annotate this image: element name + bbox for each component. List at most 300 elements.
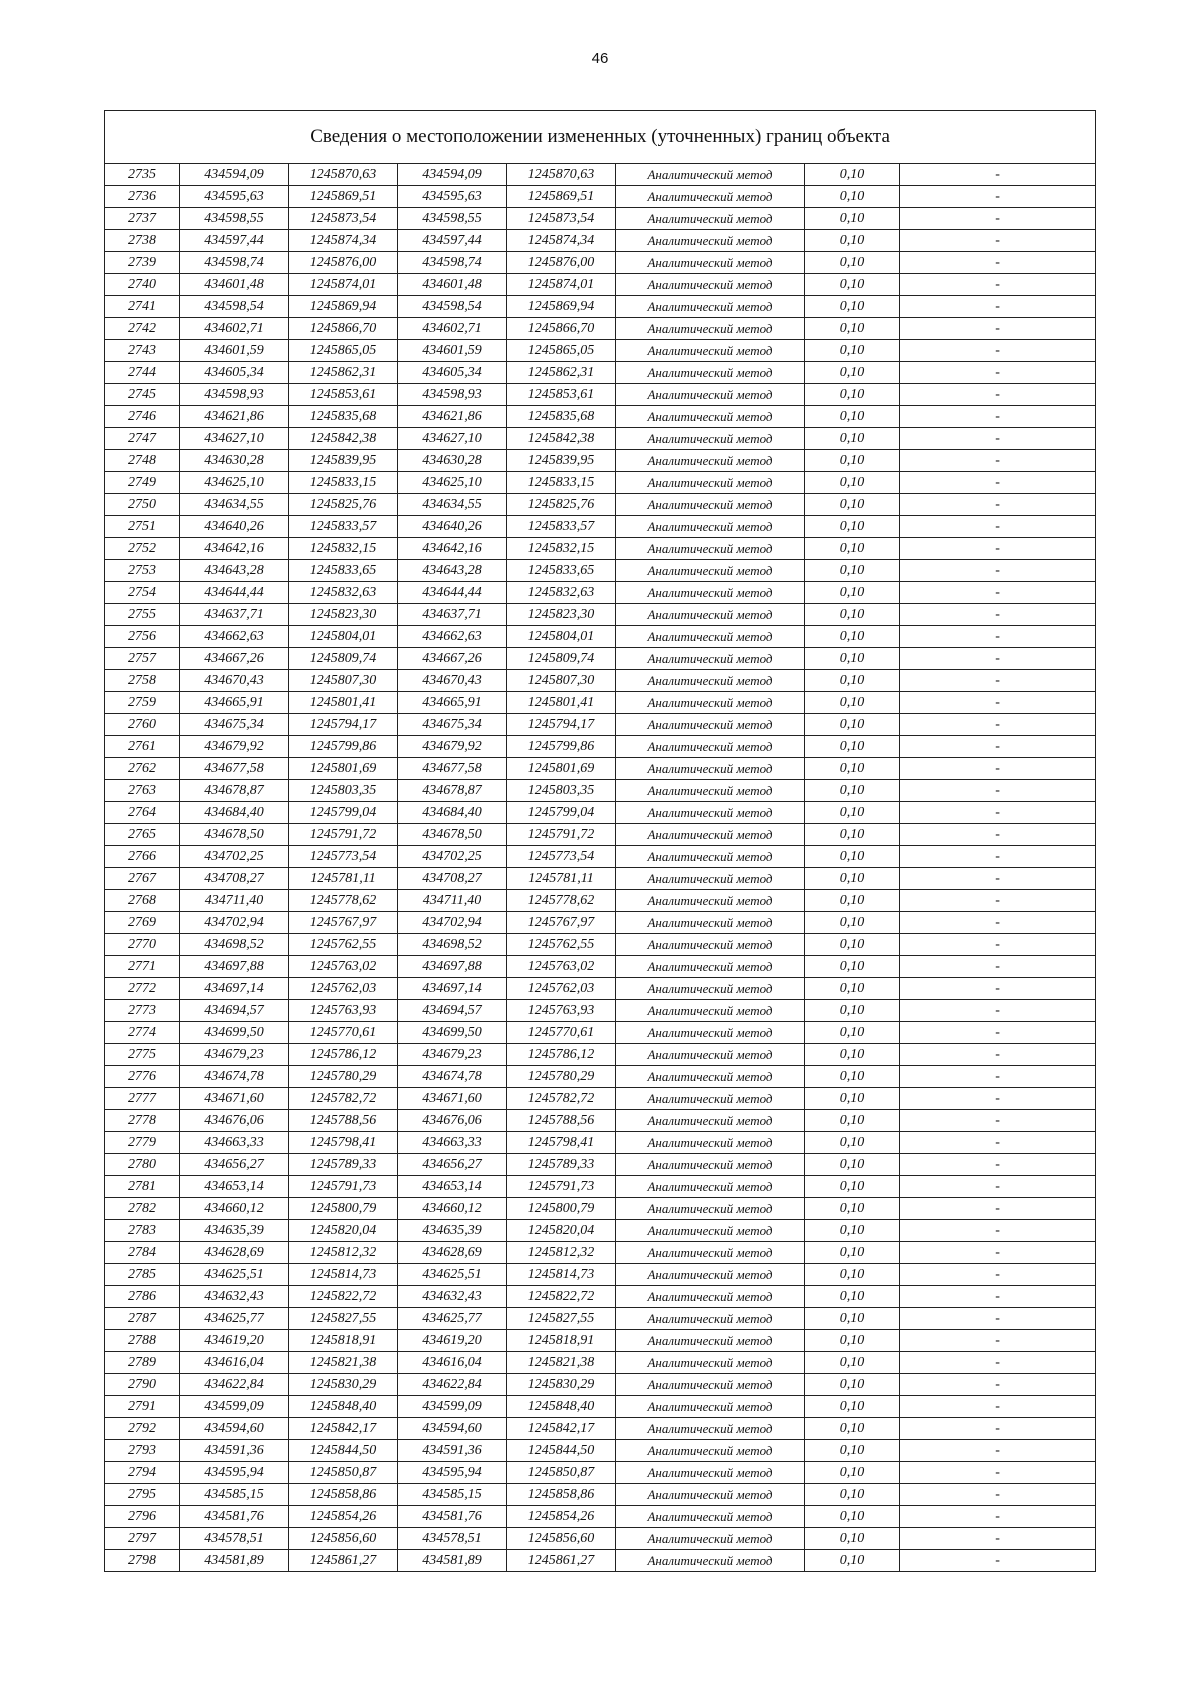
table-row: [105, 1044, 1096, 1066]
y-new-cell: 1245807,30: [507, 670, 616, 692]
point-number-cell: 2759: [105, 692, 180, 714]
y-new-cell: 1245770,61: [507, 1022, 616, 1044]
precision-cell: 0,10: [805, 1286, 900, 1308]
y-new-cell: 1245873,54: [507, 208, 616, 230]
x-existing-cell: 434674,78: [180, 1066, 289, 1088]
precision-cell: 0,10: [805, 1396, 900, 1418]
method-cell: Аналитический метод: [616, 406, 805, 428]
x-new-cell: 434597,44: [398, 230, 507, 252]
point-number-cell: 2754: [105, 582, 180, 604]
table-row: [105, 1176, 1096, 1198]
precision-cell: 0,10: [805, 824, 900, 846]
x-new-cell: 434598,55: [398, 208, 507, 230]
description-cell: -: [900, 296, 1096, 318]
table-row: [105, 1374, 1096, 1396]
precision-cell: 0,10: [805, 582, 900, 604]
point-number-cell: 2764: [105, 802, 180, 824]
description-cell: -: [900, 340, 1096, 362]
x-new-cell: 434595,63: [398, 186, 507, 208]
table-row: [105, 956, 1096, 978]
point-number-cell: 2787: [105, 1308, 180, 1330]
x-existing-cell: 434711,40: [180, 890, 289, 912]
point-number-cell: 2761: [105, 736, 180, 758]
precision-cell: 0,10: [805, 692, 900, 714]
method-cell: Аналитический метод: [616, 1550, 805, 1572]
table-row: [105, 846, 1096, 868]
precision-cell: 0,10: [805, 164, 900, 186]
precision-cell: 0,10: [805, 450, 900, 472]
y-existing-cell: 1245794,17: [289, 714, 398, 736]
x-new-cell: 434625,77: [398, 1308, 507, 1330]
y-existing-cell: 1245782,72: [289, 1088, 398, 1110]
table-row: [105, 1506, 1096, 1528]
x-new-cell: 434616,04: [398, 1352, 507, 1374]
description-cell: -: [900, 472, 1096, 494]
y-existing-cell: 1245807,30: [289, 670, 398, 692]
description-cell: -: [900, 802, 1096, 824]
x-new-cell: 434711,40: [398, 890, 507, 912]
x-existing-cell: 434694,57: [180, 1000, 289, 1022]
precision-cell: 0,10: [805, 934, 900, 956]
y-existing-cell: 1245869,51: [289, 186, 398, 208]
x-new-cell: 434656,27: [398, 1154, 507, 1176]
description-cell: -: [900, 1198, 1096, 1220]
y-new-cell: 1245844,50: [507, 1440, 616, 1462]
y-new-cell: 1245833,65: [507, 560, 616, 582]
method-cell: Аналитический метод: [616, 1396, 805, 1418]
description-cell: -: [900, 494, 1096, 516]
description-cell: -: [900, 384, 1096, 406]
point-number-cell: 2750: [105, 494, 180, 516]
y-new-cell: 1245832,63: [507, 582, 616, 604]
y-new-cell: 1245839,95: [507, 450, 616, 472]
x-existing-cell: 434632,43: [180, 1286, 289, 1308]
x-existing-cell: 434630,28: [180, 450, 289, 472]
y-new-cell: 1245830,29: [507, 1374, 616, 1396]
y-new-cell: 1245874,01: [507, 274, 616, 296]
method-cell: Аналитический метод: [616, 516, 805, 538]
description-cell: -: [900, 1396, 1096, 1418]
point-number-cell: 2746: [105, 406, 180, 428]
y-existing-cell: 1245763,02: [289, 956, 398, 978]
description-cell: -: [900, 582, 1096, 604]
description-cell: -: [900, 1242, 1096, 1264]
point-number-cell: 2774: [105, 1022, 180, 1044]
x-new-cell: 434660,12: [398, 1198, 507, 1220]
point-number-cell: 2792: [105, 1418, 180, 1440]
x-existing-cell: 434581,76: [180, 1506, 289, 1528]
table-row: [105, 1242, 1096, 1264]
description-cell: -: [900, 252, 1096, 274]
x-existing-cell: 434671,60: [180, 1088, 289, 1110]
y-existing-cell: 1245832,63: [289, 582, 398, 604]
description-cell: -: [900, 230, 1096, 252]
description-cell: -: [900, 208, 1096, 230]
method-cell: Аналитический метод: [616, 1220, 805, 1242]
table-row: [105, 1440, 1096, 1462]
point-number-cell: 2757: [105, 648, 180, 670]
method-cell: Аналитический метод: [616, 1528, 805, 1550]
x-existing-cell: 434642,16: [180, 538, 289, 560]
method-cell: Аналитический метод: [616, 978, 805, 1000]
method-cell: Аналитический метод: [616, 890, 805, 912]
precision-cell: 0,10: [805, 1198, 900, 1220]
description-cell: -: [900, 692, 1096, 714]
precision-cell: 0,10: [805, 516, 900, 538]
x-existing-cell: 434602,71: [180, 318, 289, 340]
table-row: [105, 1330, 1096, 1352]
point-number-cell: 2785: [105, 1264, 180, 1286]
table-row: [105, 1308, 1096, 1330]
y-new-cell: 1245850,87: [507, 1462, 616, 1484]
method-cell: Аналитический метод: [616, 1330, 805, 1352]
x-new-cell: 434697,88: [398, 956, 507, 978]
table-row: [105, 384, 1096, 406]
point-number-cell: 2765: [105, 824, 180, 846]
method-cell: Аналитический метод: [616, 1088, 805, 1110]
y-new-cell: 1245865,05: [507, 340, 616, 362]
table-row: [105, 1396, 1096, 1418]
method-cell: Аналитический метод: [616, 648, 805, 670]
x-new-cell: 434605,34: [398, 362, 507, 384]
x-new-cell: 434595,94: [398, 1462, 507, 1484]
method-cell: Аналитический метод: [616, 780, 805, 802]
y-new-cell: 1245801,41: [507, 692, 616, 714]
point-number-cell: 2738: [105, 230, 180, 252]
y-new-cell: 1245799,04: [507, 802, 616, 824]
y-existing-cell: 1245791,72: [289, 824, 398, 846]
method-cell: Аналитический метод: [616, 274, 805, 296]
method-cell: Аналитический метод: [616, 670, 805, 692]
y-new-cell: 1245833,15: [507, 472, 616, 494]
point-number-cell: 2770: [105, 934, 180, 956]
y-existing-cell: 1245873,54: [289, 208, 398, 230]
precision-cell: 0,10: [805, 1022, 900, 1044]
point-number-cell: 2791: [105, 1396, 180, 1418]
precision-cell: 0,10: [805, 1176, 900, 1198]
method-cell: Аналитический метод: [616, 912, 805, 934]
y-existing-cell: 1245874,34: [289, 230, 398, 252]
table-row: [105, 912, 1096, 934]
method-cell: Аналитический метод: [616, 1000, 805, 1022]
x-new-cell: 434637,71: [398, 604, 507, 626]
y-new-cell: 1245786,12: [507, 1044, 616, 1066]
description-cell: -: [900, 626, 1096, 648]
precision-cell: 0,10: [805, 560, 900, 582]
point-number-cell: 2758: [105, 670, 180, 692]
precision-cell: 0,10: [805, 362, 900, 384]
method-cell: Аналитический метод: [616, 318, 805, 340]
point-number-cell: 2736: [105, 186, 180, 208]
x-existing-cell: 434581,89: [180, 1550, 289, 1572]
point-number-cell: 2795: [105, 1484, 180, 1506]
y-existing-cell: 1245827,55: [289, 1308, 398, 1330]
method-cell: Аналитический метод: [616, 472, 805, 494]
description-cell: -: [900, 538, 1096, 560]
description-cell: -: [900, 912, 1096, 934]
x-new-cell: 434602,71: [398, 318, 507, 340]
y-new-cell: 1245870,63: [507, 164, 616, 186]
point-number-cell: 2772: [105, 978, 180, 1000]
x-existing-cell: 434697,88: [180, 956, 289, 978]
y-existing-cell: 1245874,01: [289, 274, 398, 296]
y-existing-cell: 1245780,29: [289, 1066, 398, 1088]
description-cell: -: [900, 956, 1096, 978]
table-row: [105, 802, 1096, 824]
x-new-cell: 434627,10: [398, 428, 507, 450]
y-new-cell: 1245821,38: [507, 1352, 616, 1374]
table-row: [105, 1154, 1096, 1176]
x-new-cell: 434684,40: [398, 802, 507, 824]
x-existing-cell: 434598,93: [180, 384, 289, 406]
x-new-cell: 434678,87: [398, 780, 507, 802]
method-cell: Аналитический метод: [616, 384, 805, 406]
precision-cell: 0,10: [805, 1242, 900, 1264]
x-new-cell: 434642,16: [398, 538, 507, 560]
y-existing-cell: 1245865,05: [289, 340, 398, 362]
method-cell: Аналитический метод: [616, 1132, 805, 1154]
method-cell: Аналитический метод: [616, 846, 805, 868]
precision-cell: 0,10: [805, 296, 900, 318]
x-new-cell: 434694,57: [398, 1000, 507, 1022]
point-number-cell: 2741: [105, 296, 180, 318]
y-new-cell: 1245762,03: [507, 978, 616, 1000]
x-existing-cell: 434644,44: [180, 582, 289, 604]
method-cell: Аналитический метод: [616, 1484, 805, 1506]
method-cell: Аналитический метод: [616, 1242, 805, 1264]
description-cell: -: [900, 406, 1096, 428]
x-existing-cell: 434653,14: [180, 1176, 289, 1198]
y-existing-cell: 1245786,12: [289, 1044, 398, 1066]
boundary-table: [104, 110, 1096, 1572]
y-new-cell: 1245780,29: [507, 1066, 616, 1088]
point-number-cell: 2796: [105, 1506, 180, 1528]
precision-cell: 0,10: [805, 318, 900, 340]
table-row: [105, 648, 1096, 670]
table-row: [105, 670, 1096, 692]
y-existing-cell: 1245822,72: [289, 1286, 398, 1308]
precision-cell: 0,10: [805, 626, 900, 648]
precision-cell: 0,10: [805, 1264, 900, 1286]
y-new-cell: 1245856,60: [507, 1528, 616, 1550]
x-existing-cell: 434662,63: [180, 626, 289, 648]
precision-cell: 0,10: [805, 1484, 900, 1506]
x-new-cell: 434697,14: [398, 978, 507, 1000]
table-row: [105, 758, 1096, 780]
x-new-cell: 434662,63: [398, 626, 507, 648]
precision-cell: 0,10: [805, 384, 900, 406]
y-existing-cell: 1245820,04: [289, 1220, 398, 1242]
precision-cell: 0,10: [805, 736, 900, 758]
x-new-cell: 434598,54: [398, 296, 507, 318]
y-new-cell: 1245842,38: [507, 428, 616, 450]
y-existing-cell: 1245844,50: [289, 1440, 398, 1462]
x-existing-cell: 434585,15: [180, 1484, 289, 1506]
y-new-cell: 1245818,91: [507, 1330, 616, 1352]
precision-cell: 0,10: [805, 1330, 900, 1352]
point-number-cell: 2797: [105, 1528, 180, 1550]
method-cell: Аналитический метод: [616, 1154, 805, 1176]
x-existing-cell: 434621,86: [180, 406, 289, 428]
x-new-cell: 434581,76: [398, 1506, 507, 1528]
point-number-cell: 2793: [105, 1440, 180, 1462]
x-new-cell: 434675,34: [398, 714, 507, 736]
y-new-cell: 1245833,57: [507, 516, 616, 538]
precision-cell: 0,10: [805, 868, 900, 890]
description-cell: -: [900, 1462, 1096, 1484]
x-existing-cell: 434601,48: [180, 274, 289, 296]
precision-cell: 0,10: [805, 780, 900, 802]
y-existing-cell: 1245773,54: [289, 846, 398, 868]
description-cell: -: [900, 604, 1096, 626]
y-new-cell: 1245788,56: [507, 1110, 616, 1132]
x-existing-cell: 434665,91: [180, 692, 289, 714]
y-new-cell: 1245778,62: [507, 890, 616, 912]
method-cell: Аналитический метод: [616, 1198, 805, 1220]
y-existing-cell: 1245862,31: [289, 362, 398, 384]
table-row: [105, 1220, 1096, 1242]
description-cell: -: [900, 1154, 1096, 1176]
point-number-cell: 2767: [105, 868, 180, 890]
method-cell: Аналитический метод: [616, 560, 805, 582]
precision-cell: 0,10: [805, 890, 900, 912]
method-cell: Аналитический метод: [616, 736, 805, 758]
y-existing-cell: 1245767,97: [289, 912, 398, 934]
y-new-cell: 1245814,73: [507, 1264, 616, 1286]
point-number-cell: 2779: [105, 1132, 180, 1154]
x-existing-cell: 434634,55: [180, 494, 289, 516]
method-cell: Аналитический метод: [616, 296, 805, 318]
description-cell: -: [900, 186, 1096, 208]
y-existing-cell: 1245789,33: [289, 1154, 398, 1176]
y-existing-cell: 1245770,61: [289, 1022, 398, 1044]
x-new-cell: 434670,43: [398, 670, 507, 692]
table-row: [105, 1110, 1096, 1132]
method-cell: Аналитический метод: [616, 1352, 805, 1374]
description-cell: -: [900, 1308, 1096, 1330]
precision-cell: 0,10: [805, 230, 900, 252]
point-number-cell: 2747: [105, 428, 180, 450]
description-cell: -: [900, 362, 1096, 384]
point-number-cell: 2789: [105, 1352, 180, 1374]
point-number-cell: 2766: [105, 846, 180, 868]
table-row: [105, 780, 1096, 802]
description-cell: -: [900, 758, 1096, 780]
y-existing-cell: 1245809,74: [289, 648, 398, 670]
point-number-cell: 2739: [105, 252, 180, 274]
point-number-cell: 2762: [105, 758, 180, 780]
description-cell: -: [900, 1132, 1096, 1154]
y-existing-cell: 1245799,86: [289, 736, 398, 758]
x-existing-cell: 434616,04: [180, 1352, 289, 1374]
y-new-cell: 1245781,11: [507, 868, 616, 890]
point-number-cell: 2737: [105, 208, 180, 230]
y-new-cell: 1245801,69: [507, 758, 616, 780]
y-existing-cell: 1245832,15: [289, 538, 398, 560]
precision-cell: 0,10: [805, 714, 900, 736]
x-new-cell: 434667,26: [398, 648, 507, 670]
x-new-cell: 434625,10: [398, 472, 507, 494]
point-number-cell: 2753: [105, 560, 180, 582]
y-new-cell: 1245869,94: [507, 296, 616, 318]
y-existing-cell: 1245821,38: [289, 1352, 398, 1374]
table-row: [105, 604, 1096, 626]
y-new-cell: 1245800,79: [507, 1198, 616, 1220]
y-existing-cell: 1245833,57: [289, 516, 398, 538]
x-new-cell: 434679,23: [398, 1044, 507, 1066]
description-cell: -: [900, 1264, 1096, 1286]
x-new-cell: 434665,91: [398, 692, 507, 714]
x-new-cell: 434594,09: [398, 164, 507, 186]
precision-cell: 0,10: [805, 252, 900, 274]
description-cell: -: [900, 1066, 1096, 1088]
table-row: [105, 978, 1096, 1000]
point-number-cell: 2752: [105, 538, 180, 560]
table-row: [105, 1022, 1096, 1044]
x-new-cell: 434702,25: [398, 846, 507, 868]
y-new-cell: 1245835,68: [507, 406, 616, 428]
y-existing-cell: 1245800,79: [289, 1198, 398, 1220]
y-new-cell: 1245858,86: [507, 1484, 616, 1506]
method-cell: Аналитический метод: [616, 208, 805, 230]
method-cell: Аналитический метод: [616, 340, 805, 362]
table-row: [105, 890, 1096, 912]
point-number-cell: 2794: [105, 1462, 180, 1484]
precision-cell: 0,10: [805, 1154, 900, 1176]
table-row: [105, 538, 1096, 560]
point-number-cell: 2744: [105, 362, 180, 384]
table-row: [105, 1528, 1096, 1550]
table-row: [105, 472, 1096, 494]
y-new-cell: 1245762,55: [507, 934, 616, 956]
method-cell: Аналитический метод: [616, 582, 805, 604]
table-row: [105, 714, 1096, 736]
x-new-cell: 434619,20: [398, 1330, 507, 1352]
description-cell: -: [900, 1330, 1096, 1352]
y-new-cell: 1245848,40: [507, 1396, 616, 1418]
table-row: [105, 1132, 1096, 1154]
y-new-cell: 1245799,86: [507, 736, 616, 758]
x-new-cell: 434702,94: [398, 912, 507, 934]
point-number-cell: 2742: [105, 318, 180, 340]
description-cell: -: [900, 670, 1096, 692]
point-number-cell: 2776: [105, 1066, 180, 1088]
description-cell: -: [900, 648, 1096, 670]
x-existing-cell: 434656,27: [180, 1154, 289, 1176]
y-new-cell: 1245827,55: [507, 1308, 616, 1330]
description-cell: -: [900, 1528, 1096, 1550]
y-new-cell: 1245820,04: [507, 1220, 616, 1242]
point-number-cell: 2748: [105, 450, 180, 472]
y-existing-cell: 1245781,11: [289, 868, 398, 890]
table-row: [105, 362, 1096, 384]
table-row: [105, 692, 1096, 714]
point-number-cell: 2743: [105, 340, 180, 362]
table-row: [105, 406, 1096, 428]
precision-cell: 0,10: [805, 1066, 900, 1088]
table-row: [105, 1264, 1096, 1286]
y-existing-cell: 1245762,03: [289, 978, 398, 1000]
table-row: [105, 252, 1096, 274]
point-number-cell: 2773: [105, 1000, 180, 1022]
point-number-cell: 2771: [105, 956, 180, 978]
y-new-cell: 1245832,15: [507, 538, 616, 560]
x-existing-cell: 434676,06: [180, 1110, 289, 1132]
y-existing-cell: 1245842,38: [289, 428, 398, 450]
method-cell: Аналитический метод: [616, 802, 805, 824]
y-new-cell: 1245823,30: [507, 604, 616, 626]
y-new-cell: 1245825,76: [507, 494, 616, 516]
